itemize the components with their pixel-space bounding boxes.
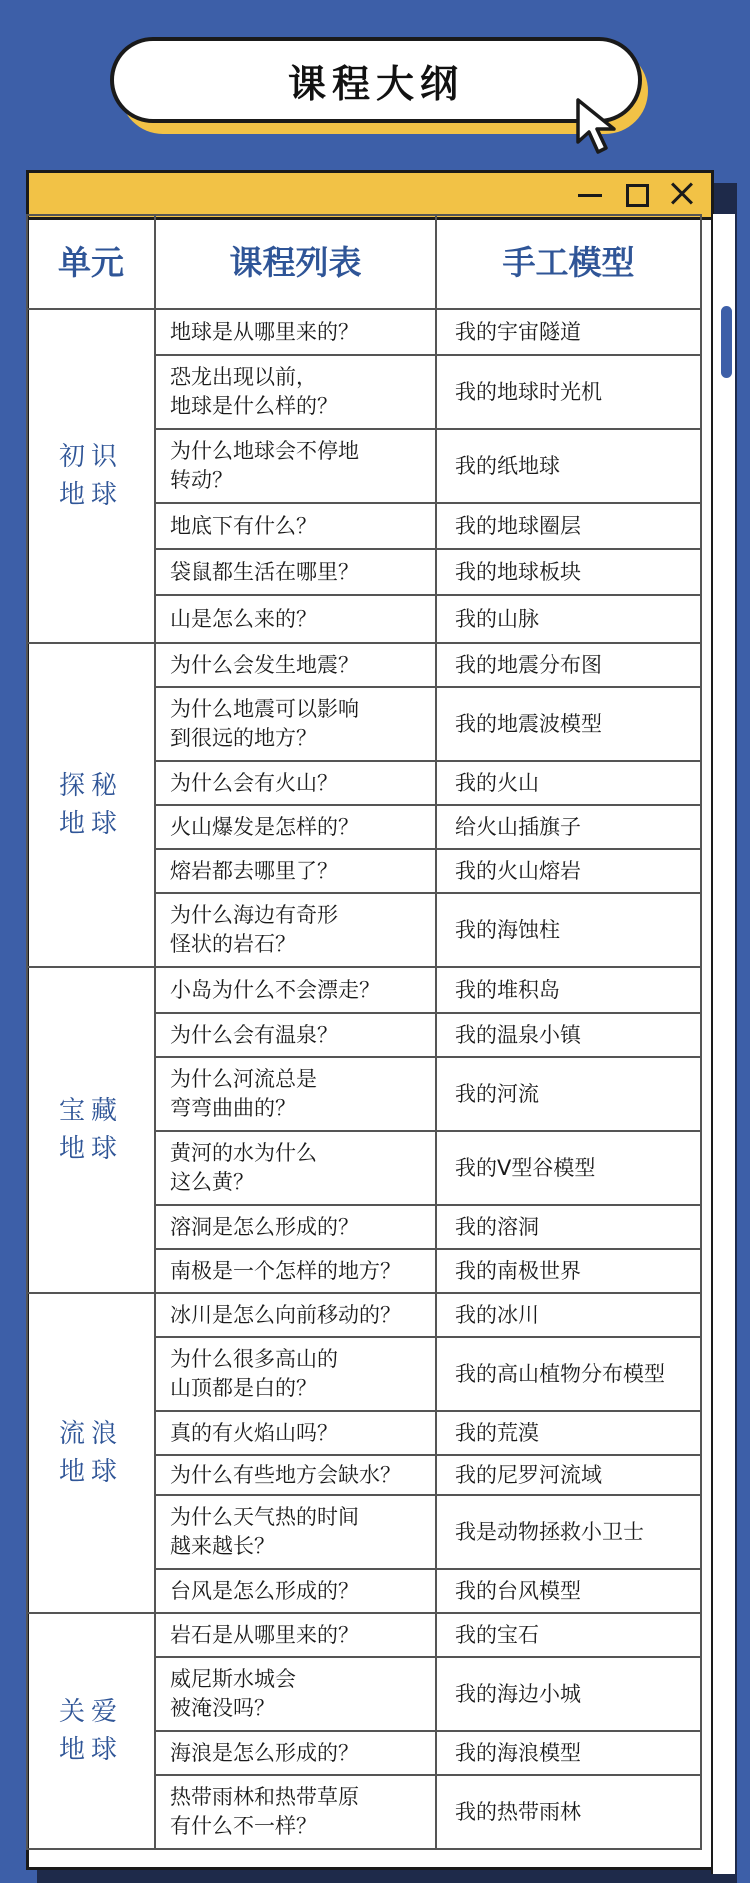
lesson-cell: 为什么很多高山的 山顶都是白的？ (155, 1337, 436, 1411)
window-controls (575, 179, 697, 209)
page-title: 课程大纲 (287, 61, 464, 106)
minimize-icon[interactable] (575, 179, 605, 209)
lesson-cell: 溶洞是怎么形成的？ (155, 1205, 436, 1249)
craft-cell: 我的海浪模型 (436, 1731, 701, 1775)
craft-cell: 我的宝石 (436, 1613, 701, 1657)
craft-cell: 给火山插旗子 (436, 805, 701, 849)
table-row (27, 1613, 701, 1657)
lesson-cell: 为什么海边有奇形 怪状的岩石？ (155, 893, 436, 967)
craft-cell: 我的热带雨林 (436, 1775, 701, 1849)
craft-cell: 我的南极世界 (436, 1249, 701, 1293)
craft-cell: 我的地震波模型 (436, 687, 701, 761)
close-icon[interactable] (667, 179, 697, 209)
lesson-cell: 为什么河流总是 弯弯曲曲的？ (155, 1057, 436, 1131)
unit-cell: 流浪 地球 (27, 1293, 155, 1613)
lesson-cell: 为什么天气热的时间 越来越长？ (155, 1495, 436, 1569)
maximize-icon[interactable] (621, 179, 651, 209)
craft-cell: 我的V型谷模型 (436, 1131, 701, 1205)
table-row (27, 309, 701, 355)
table-row (27, 643, 701, 687)
lesson-cell: 南极是一个怎样的地方？ (155, 1249, 436, 1293)
lesson-cell: 岩石是从哪里来的？ (155, 1613, 436, 1657)
lesson-cell: 熔岩都去哪里了？ (155, 849, 436, 893)
lesson-cell: 为什么会发生地震？ (155, 643, 436, 687)
craft-cell: 我的宇宙隧道 (436, 309, 701, 355)
lesson-cell: 为什么会有火山？ (155, 761, 436, 805)
table-header-row (27, 215, 701, 309)
table-row (27, 1293, 701, 1337)
cursor-arrow-icon (574, 96, 620, 156)
craft-cell: 我的火山 (436, 761, 701, 805)
lesson-cell: 为什么地震可以影响 到很远的地方？ (155, 687, 436, 761)
craft-cell: 我的海蚀柱 (436, 893, 701, 967)
lesson-cell: 黄河的水为什么 这么黄？ (155, 1131, 436, 1205)
craft-cell: 我的地震分布图 (436, 643, 701, 687)
unit-cell: 关爱 地球 (27, 1613, 155, 1849)
craft-cell: 我的地球圈层 (436, 503, 701, 549)
craft-cell: 我的冰川 (436, 1293, 701, 1337)
lesson-cell: 冰川是怎么向前移动的？ (155, 1293, 436, 1337)
unit-cell: 探秘 地球 (27, 643, 155, 967)
craft-cell: 我是动物拯救小卫士 (436, 1495, 701, 1569)
craft-cell: 我的纸地球 (436, 429, 701, 503)
craft-cell: 我的台风模型 (436, 1569, 701, 1613)
title-banner (110, 37, 642, 123)
craft-cell: 我的火山熔岩 (436, 849, 701, 893)
lesson-cell: 为什么有些地方会缺水？ (155, 1455, 436, 1495)
lesson-cell: 袋鼠都生活在哪里？ (155, 549, 436, 595)
lesson-cell: 小岛为什么不会漂走？ (155, 967, 436, 1013)
lesson-cell: 地底下有什么？ (155, 503, 436, 549)
window-titlebar[interactable] (29, 173, 711, 220)
lesson-cell: 热带雨林和热带草原 有什么不一样？ (155, 1775, 436, 1849)
craft-cell: 我的高山植物分布模型 (436, 1337, 701, 1411)
lesson-cell: 地球是从哪里来的？ (155, 309, 436, 355)
unit-cell: 宝藏 地球 (27, 967, 155, 1293)
craft-cell: 我的地球时光机 (436, 355, 701, 429)
lesson-cell: 台风是怎么形成的？ (155, 1569, 436, 1613)
lesson-cell: 山是怎么来的？ (155, 595, 436, 643)
craft-cell: 我的尼罗河流域 (436, 1455, 701, 1495)
unit-cell: 初识 地球 (27, 309, 155, 643)
craft-cell: 我的河流 (436, 1057, 701, 1131)
craft-cell: 我的溶洞 (436, 1205, 701, 1249)
scrollbar-track[interactable] (711, 214, 735, 1874)
craft-cell: 我的山脉 (436, 595, 701, 643)
craft-cell: 我的地球板块 (436, 549, 701, 595)
lesson-cell: 为什么会有温泉？ (155, 1013, 436, 1057)
lesson-cell: 为什么地球会不停地 转动？ (155, 429, 436, 503)
header-crafts: 手工模型 (436, 215, 701, 309)
craft-cell: 我的堆积岛 (436, 967, 701, 1013)
lesson-cell: 海浪是怎么形成的？ (155, 1731, 436, 1775)
lesson-cell: 恐龙出现以前， 地球是什么样的？ (155, 355, 436, 429)
scrollbar-thumb[interactable] (721, 306, 732, 378)
course-table (26, 214, 702, 1850)
lesson-cell: 威尼斯水城会 被淹没吗？ (155, 1657, 436, 1731)
craft-cell: 我的温泉小镇 (436, 1013, 701, 1057)
lesson-cell: 真的有火焰山吗？ (155, 1411, 436, 1455)
table-row (27, 967, 701, 1013)
craft-cell: 我的荒漠 (436, 1411, 701, 1455)
header-unit: 单元 (27, 215, 155, 309)
header-lessons: 课程列表 (155, 215, 436, 309)
craft-cell: 我的海边小城 (436, 1657, 701, 1731)
lesson-cell: 火山爆发是怎样的？ (155, 805, 436, 849)
